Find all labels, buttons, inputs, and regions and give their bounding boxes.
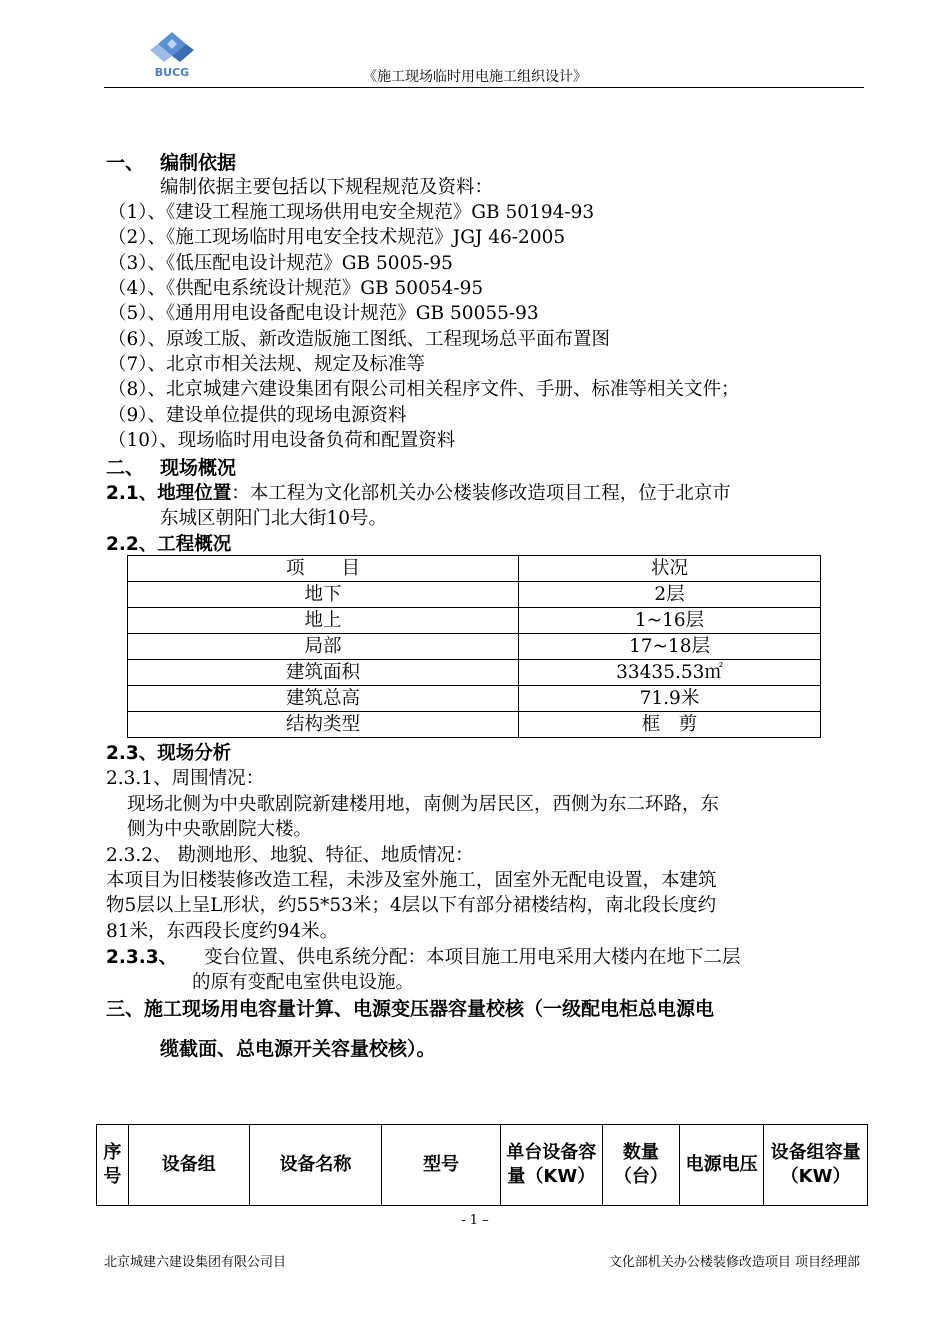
table-cell: 局部 [128, 634, 519, 660]
location-paragraph [106, 479, 731, 505]
table-header-cell: 状况 [519, 556, 821, 582]
table-header-row [128, 556, 821, 582]
table-cell: 17~18层 [519, 634, 821, 660]
table-row [128, 712, 821, 738]
reference-item: （4）、《供配电系统设计规范》GB 50054-95 [108, 278, 484, 299]
table-row [128, 608, 821, 634]
table-row [128, 686, 821, 712]
reference-item: （3）、《低压配电设计规范》GB 5005-95 [108, 253, 453, 274]
reference-item: （7）、北京市相关法规、规定及标准等 [108, 354, 426, 375]
header-rule [104, 87, 864, 88]
table-header-cell: 电源电压 [680, 1125, 764, 1206]
table-header-row [97, 1125, 868, 1206]
reference-item: （8）、北京城建六建设集团有限公司相关程序文件、手册、标准等相关文件； [108, 379, 740, 400]
section2-number: 二、 [106, 457, 145, 479]
table-cell: 建筑面积 [128, 660, 519, 686]
table-header-cell: 设备组 [128, 1125, 249, 1206]
table-cell: 地上 [128, 608, 519, 634]
table-header-cell: 设备组容量（KW） [764, 1125, 868, 1206]
location-text-line2: 东城区朝阳门北大街10号。 [160, 508, 388, 529]
surroundings-label: 2.3.1、周围情况： [106, 768, 265, 789]
table-header-cell: 数量（台） [602, 1125, 680, 1206]
table-cell: 建筑总高 [128, 686, 519, 712]
document-header-title: 《施工现场临时用电施工组织设计》 [363, 69, 587, 85]
page-number: - 1 – [461, 1213, 489, 1228]
table-cell: 71.9米 [519, 686, 821, 712]
substation-label: 2.3.3、 [106, 947, 178, 968]
location-text: ：本工程为文化部机关办公楼装修改造项目工程，位于北京市 [231, 483, 731, 504]
surroundings-text: 侧为中央歌剧院大楼。 [127, 819, 313, 840]
surroundings-text: 现场北侧为中央歌剧院新建楼用地，南侧为居民区，西侧为东二环路，东 [127, 794, 720, 815]
footer-left: 北京城建六建设集团有限公司目 [104, 1255, 287, 1270]
reference-item: （10）、现场临时用电设备负荷和配置资料 [108, 430, 456, 451]
section3-title-cont: 缆截面、总电源开关容量校核）。 [160, 1038, 436, 1060]
reference-item: （6）、原竣工版、新改造版施工图纸、工程现场总平面布置图 [108, 329, 611, 350]
reference-item: （9）、建设单位提供的现场电源资料 [108, 405, 407, 426]
table-cell: 结构类型 [128, 712, 519, 738]
table-header-cell: 型号 [382, 1125, 501, 1206]
overview-label: 2.2、工程概况 [106, 534, 232, 555]
logo-text: BUCG [154, 66, 190, 79]
terrain-label: 2.3.2、 勘测地形、地貌、特征、地质情况： [106, 845, 474, 866]
section1-number: 一、 [106, 152, 145, 174]
substation-text: 变台位置、供电系统分配：本项目施工用电采用大楼内在地下二层 [204, 947, 741, 968]
section1-title: 编制依据 [160, 152, 237, 174]
equipment-load-table [96, 1124, 868, 1206]
site-analysis-label: 2.3、现场分析 [106, 743, 232, 764]
table-cell: 1~16层 [519, 608, 821, 634]
table-row [128, 582, 821, 608]
section3-title: 三、施工现场用电容量计算、电源变压器容量校核（一级配电柜总电源电 [106, 998, 715, 1020]
footer-right: 文化部机关办公楼装修改造项目 项目经理部 [608, 1255, 860, 1270]
table-cell: 框 剪 [519, 712, 821, 738]
table-row [128, 634, 821, 660]
section2-title: 现场概况 [160, 457, 237, 479]
project-overview-table [127, 555, 821, 738]
terrain-text: 81米，东西段长度约94米。 [106, 921, 339, 942]
terrain-text: 物5层以上呈L形状，约55*53米；4层以下有部分裙楼结构，南北段长度约 [106, 895, 717, 916]
reference-item: （2）、《施工现场临时用电安全技术规范》JGJ 46-2005 [108, 227, 566, 248]
table-header-cell: 项 目 [128, 556, 519, 582]
table-header-cell: 序号 [97, 1125, 129, 1206]
terrain-text: 本项目为旧楼装修改造工程，未涉及室外施工，固室外无配电设置，本建筑 [106, 870, 717, 891]
table-cell: 33435.53㎡ [519, 660, 821, 686]
table-header-cell: 设备名称 [249, 1125, 381, 1206]
table-cell: 地下 [128, 582, 519, 608]
section1-intro: 编制依据主要包括以下规程规范及资料： [160, 177, 494, 198]
reference-item: （1）、《建设工程施工现场供用电安全规范》GB 50194-93 [108, 202, 595, 223]
table-cell: 2层 [519, 582, 821, 608]
substation-text: 的原有变配电室供电设施。 [192, 972, 415, 993]
table-header-cell: 单台设备容量（KW） [501, 1125, 603, 1206]
table-row [128, 660, 821, 686]
reference-item: （5）、《通用用电设备配电设计规范》GB 50055-93 [108, 303, 539, 324]
location-label: 2.1、地理位置 [106, 483, 232, 504]
